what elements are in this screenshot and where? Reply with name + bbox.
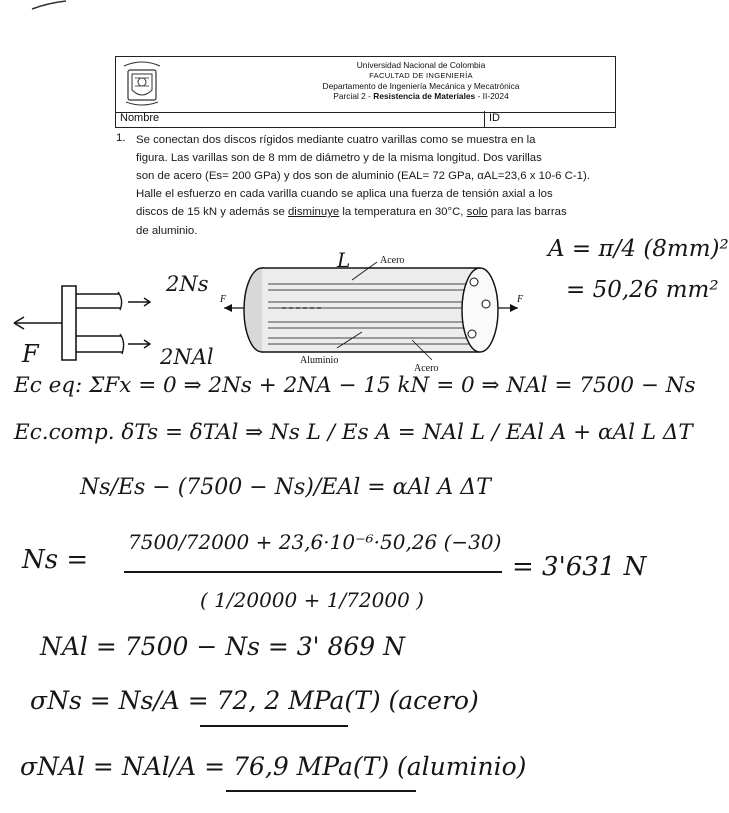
- fraction-bar: [124, 571, 502, 573]
- university-crest-icon: [120, 60, 164, 108]
- area-result: = 50,26 mm²: [566, 277, 719, 303]
- label-aluminio: Aluminio: [300, 355, 339, 366]
- problem-line: Halle el esfuerzo en cada varilla cuando se aplica una fuerza de tensión axial a los: [136, 188, 553, 200]
- id-label: ID: [489, 112, 500, 124]
- fbd-2ns-label: 2Ns: [166, 272, 209, 296]
- ns-numerator: 7500/72000 + 23,6·10⁻⁶·50,26 (−30): [128, 530, 502, 554]
- name-label: Nombre: [120, 112, 160, 124]
- label-force-right: F: [517, 294, 524, 305]
- divider: [484, 111, 485, 127]
- faculty-name: FACULTAD DE INGENIERÍA: [369, 71, 473, 80]
- underline-steel: [200, 725, 348, 727]
- steel-stress: σNs = Ns/A = 72, 2 MPa(T) (acero): [30, 686, 479, 715]
- equilibrium-equation: Ec eq: ΣFx = 0 ⇒ 2Ns + 2NA − 15 kN = 0 ⇒ NAl = 7500 − Ns: [14, 373, 696, 398]
- fbd-2nal-label: 2NAl: [160, 345, 214, 369]
- aluminum-stress: σNAl = NAl/A = 76,9 MPa(T) (aluminio): [20, 752, 527, 781]
- label-force-left: F: [220, 294, 227, 305]
- underline-aluminum: [226, 790, 416, 792]
- rods-figure-drawing: [212, 252, 532, 382]
- exam-header: [115, 56, 616, 113]
- substituted-equation: Ns/Es − (7500 − Ns)/EAl = αAl A ΔT: [80, 475, 491, 500]
- department-name: Departamento de Ingeniería Mecánica y Mecatrónica: [322, 81, 520, 91]
- name-id-row: [115, 111, 616, 128]
- nal-result: NAl = 7500 − Ns = 3' 869 N: [40, 632, 406, 661]
- problem-line: figura. Las varillas son de 8 mm de diámetro y de la misma longitud. Dos varillas: [136, 152, 542, 164]
- fbd-f-label: F: [22, 340, 39, 368]
- label-acero-bottom: Acero: [414, 363, 439, 374]
- problem-line: de aluminio.: [136, 225, 198, 237]
- university-name: Universidad Nacional de Colombia: [356, 60, 486, 70]
- exam-title: Parcial 2 - Resistencia de Materiales - II-2024: [333, 91, 509, 101]
- problem-number: 1.: [116, 132, 126, 144]
- area-formula: A = π/4 (8mm)²: [548, 236, 729, 262]
- problem-line: discos de 15 kN y además se disminuye la temperatura en 30°C, solo para las barras: [136, 206, 567, 218]
- length-mark: L: [337, 248, 351, 272]
- label-acero-top: Acero: [380, 255, 405, 266]
- ns-denominator: ( 1/20000 + 1/72000 ): [200, 588, 424, 612]
- ns-label: Ns =: [22, 545, 89, 575]
- problem-line: Se conectan dos discos rígidos mediante cuatro varillas como se muestra en la: [136, 134, 536, 146]
- pen-mark: [30, 0, 70, 12]
- compatibility-equation: Ec.comp. δTs = δTAl ⇒ Ns L / Es A = NAl L / EAl A + αAl L ΔT: [14, 420, 693, 445]
- ns-result: = 3'631 N: [512, 552, 647, 582]
- problem-line: son de acero (Es= 200 GPa) y dos son de aluminio (EAL= 72 GPa, αAL=23,6 x 10-6 C-1).: [136, 170, 590, 182]
- rods-figure: [212, 248, 532, 382]
